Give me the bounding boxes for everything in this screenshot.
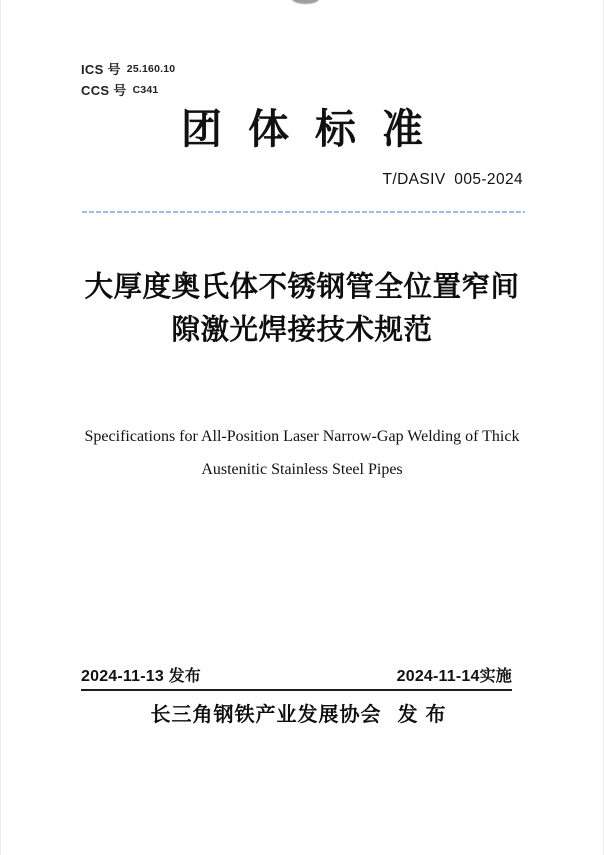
issue-date: 2024-11-13 发布: [81, 668, 202, 685]
title-english: [1, 420, 603, 486]
page-top-logo-fragment: [292, 0, 319, 4]
ccs-code-line: [81, 81, 175, 102]
dates-row: [81, 663, 512, 691]
ics-value: 25.160.10: [126, 63, 176, 75]
issuer-row: [1, 701, 603, 729]
issuer-name: 长三角钢铁产业发展协会: [150, 704, 382, 726]
divider-line: [82, 211, 525, 213]
document-type-heading: 团体标准: [181, 106, 449, 152]
ccs-label: CCS 号: [81, 83, 127, 98]
title-chinese: [1, 266, 603, 352]
standard-number: T/DASIV 005-2024: [382, 171, 523, 188]
ics-code-line: [81, 60, 175, 81]
ics-label: ICS 号: [81, 62, 121, 77]
issuer-action-label: 发布: [397, 704, 454, 726]
title-english-line1: Specifications for All-Position Laser Narrow-Gap Welding of Thick: [84, 428, 520, 445]
title-chinese-line2: 隙激光焊接技术规范: [171, 314, 433, 346]
implement-date: 2024-11-14实施: [396, 668, 512, 685]
title-english-line2: Austenitic Stainless Steel Pipes: [201, 461, 403, 478]
ccs-value: C341: [132, 84, 159, 96]
title-chinese-line1: 大厚度奥氏体不锈钢管全位置窄间: [84, 271, 520, 303]
classification-codes: [81, 60, 175, 102]
